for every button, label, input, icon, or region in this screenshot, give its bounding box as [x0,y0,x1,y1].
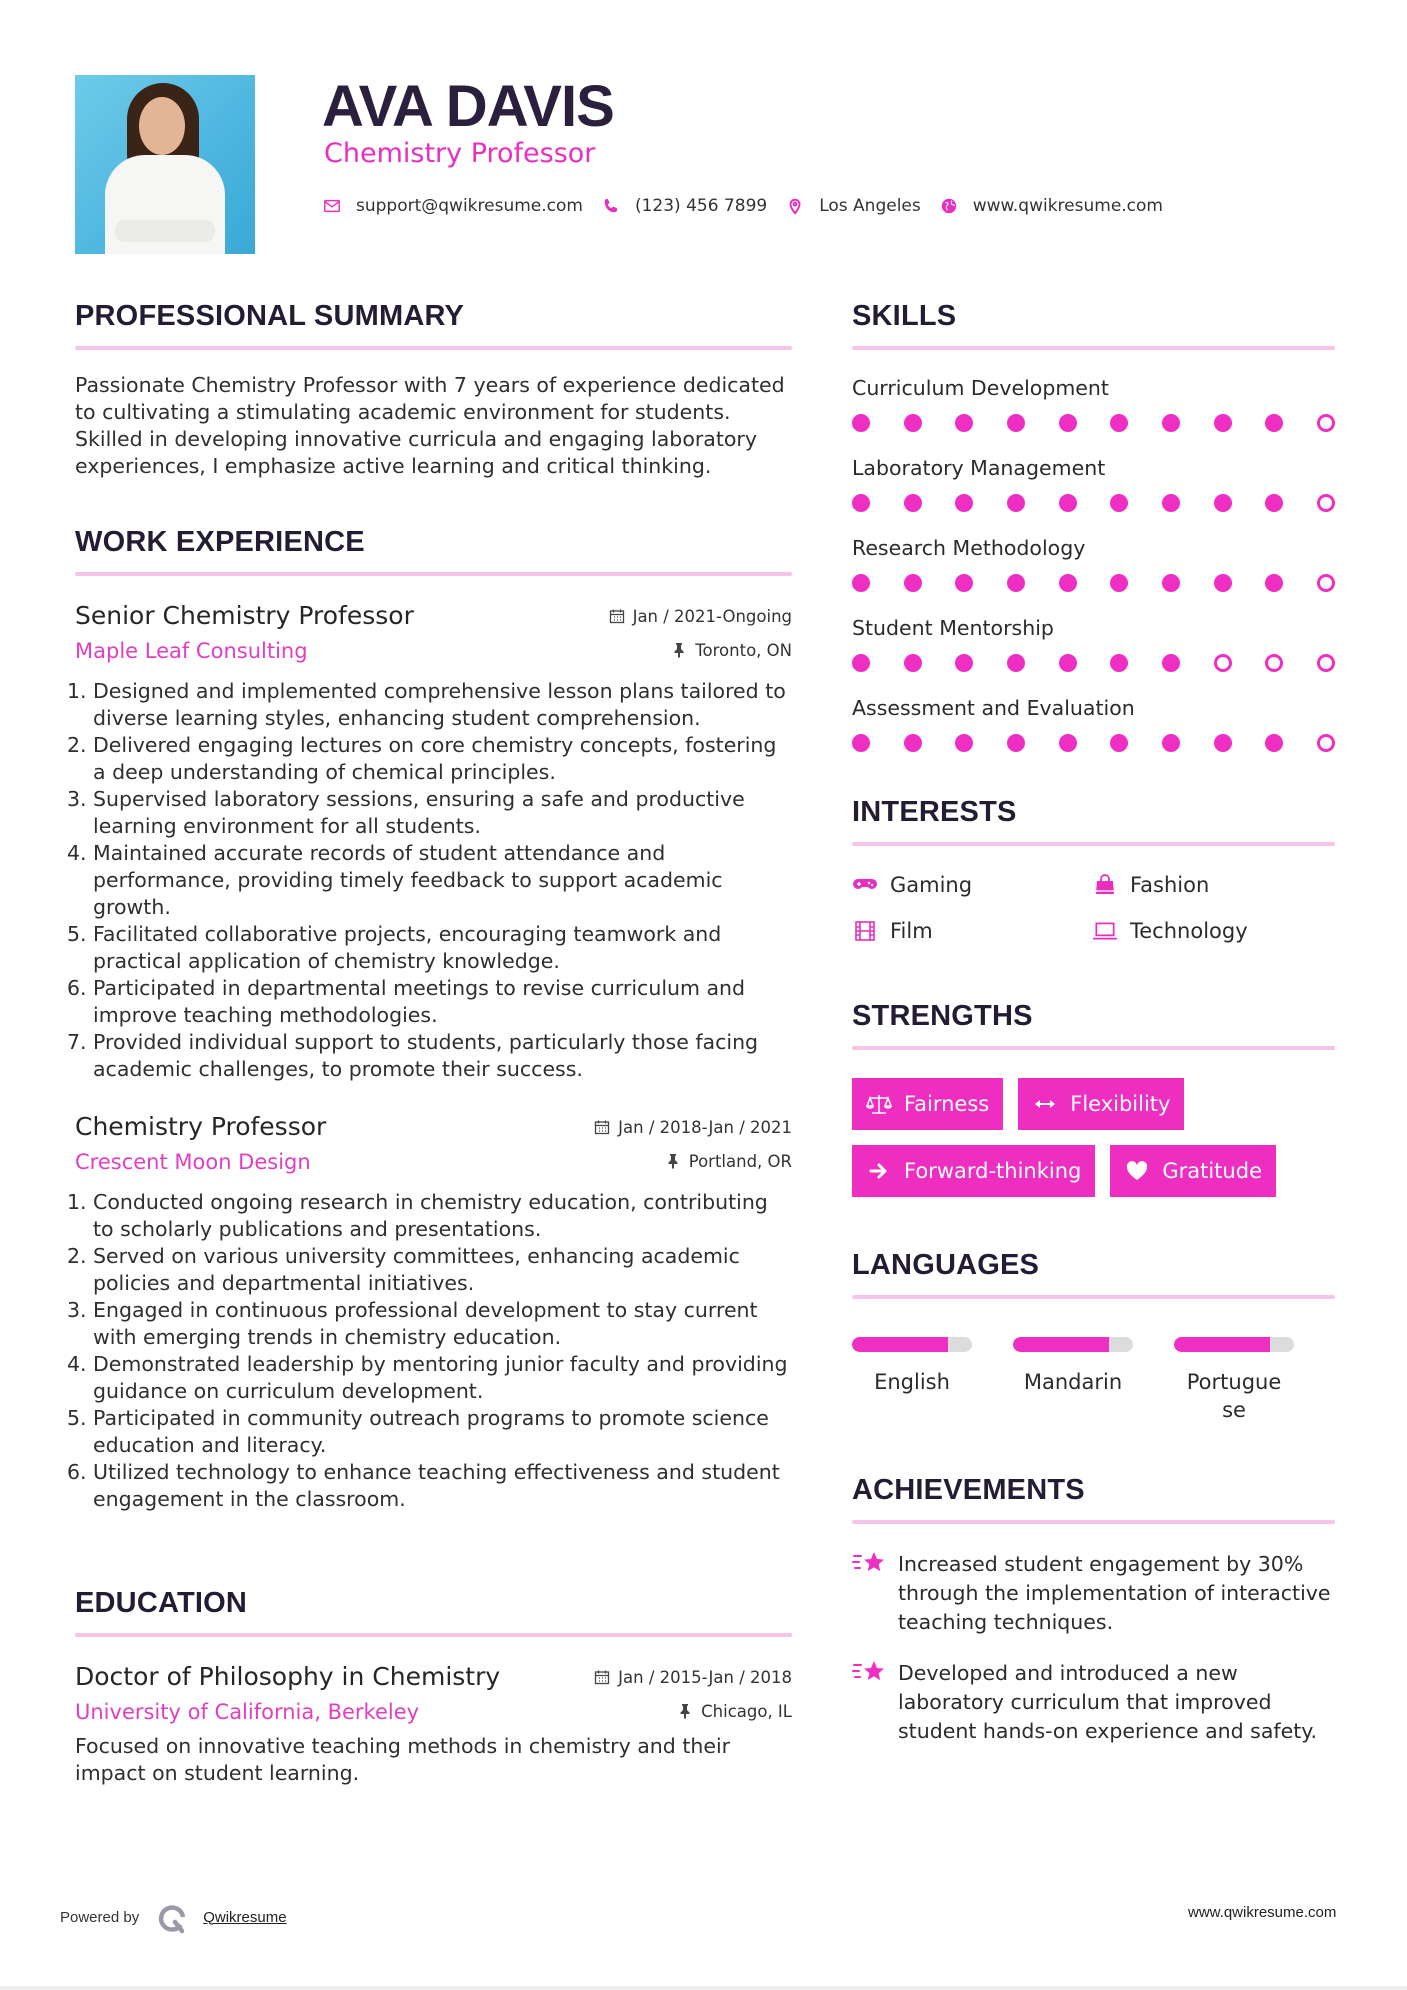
left-column [67,296,792,1787]
rating-dot-empty [1317,574,1335,592]
strengths-heading: STRENGTHS [852,1000,1033,1032]
language-item [1013,1337,1133,1424]
education-entry [75,1659,792,1787]
skill-name: Assessment and Evaluation [852,696,1135,720]
rating-dot-filled [1007,734,1025,752]
strengths-list [852,1078,1312,1197]
languages-list [852,1337,1335,1424]
laptop-icon [1092,920,1118,942]
list-item: 2. Served on various university committees, enhancing academic policies and departmental initiatives. [67,1244,740,1295]
job-dates: Jan / 2021-Ongoing [609,607,792,626]
calendar-icon [594,1119,610,1135]
interest-item: Fashion [1092,870,1332,900]
rating-dot-filled [1007,574,1025,592]
rating-dot-filled [1214,414,1232,432]
skills-list [852,374,1335,752]
rating-dot-filled [1007,654,1025,672]
achievements-section [852,1470,1335,1746]
rating-dot-filled [1059,414,1077,432]
education-dates: Jan / 2015-Jan / 2018 [594,1668,792,1687]
pushpin-icon [677,1703,693,1719]
rating-dot-filled [1059,734,1077,752]
list-item: 1. Designed and implemented comprehensive lesson plans tailored to diverse learning styles, enhancing student comprehension. [67,679,786,730]
list-item: 5. Facilitated collaborative projects, encouraging teamwork and practical application of chemistry knowledge. [67,922,722,973]
skill-name: Research Methodology [852,536,1086,560]
skill-name: Curriculum Development [852,376,1109,400]
language-proficiency-bar [852,1337,972,1352]
rating-dot-empty [1265,654,1283,672]
rating-dot-filled [852,574,870,592]
photo-arms [115,220,215,242]
section-divider [852,1520,1335,1524]
rating-dot-filled [1214,734,1232,752]
language-name: English [874,1370,950,1394]
profile-photo [75,75,255,254]
job-title: Senior Chemistry Professor [75,601,414,630]
rating-dot-filled [955,414,973,432]
language-proficiency-fill [852,1337,948,1352]
degree-title: Doctor of Philosophy in Chemistry [75,1662,501,1691]
rating-dot-filled [904,494,922,512]
rating-dot-empty [1317,494,1335,512]
list-item: 1. Conducted ongoing research in chemistry education, contributing to scholarly publications and presentations. [67,1190,768,1241]
qwikresume-logo-icon [155,1900,189,1934]
skills-section [852,296,1335,752]
language-item [852,1337,972,1424]
powered-by-label: Powered by [60,1908,140,1926]
education-heading: EDUCATION [75,1587,248,1619]
map-marker-icon [785,196,805,216]
interests-heading: INTERESTS [852,796,1017,828]
rating-dot-filled [904,654,922,672]
list-item: 2. Delivered engaging lectures on core chemistry concepts, fostering a deep understanding of chemical principles. [67,733,777,784]
strength-tag: Fairness [852,1078,1003,1130]
languages-section [852,1245,1335,1424]
rating-dot-filled [1059,654,1077,672]
job-company: Maple Leaf Consulting [75,639,308,663]
summary-section [75,296,792,480]
rating-dot-filled [1007,414,1025,432]
achievements-list [852,1550,1335,1746]
job-entry [67,598,792,1083]
contact-phone[interactable] [601,196,767,216]
contact-bar [322,192,1181,220]
achievement-item: Increased student engagement by 30% through the implementation of interactive teaching techniques. [852,1550,1335,1637]
rating-dot-filled [1265,734,1283,752]
interests-list [852,870,1335,946]
education-location: Chicago, IL [677,1702,792,1721]
candidate-title: Chemistry Professor [324,138,596,169]
job-responsibilities [67,678,792,1083]
rating-dot-filled [1059,494,1077,512]
achievement-item: Developed and introduced a new laboratory curriculum that improved student hands-on experience and safety. [852,1659,1335,1746]
education-description: Focused on innovative teaching methods in chemistry and their impact on student learning. [75,1734,731,1785]
contact-email-text: support@qwikresume.com [356,196,583,216]
strength-tag: Forward-thinking [852,1145,1095,1197]
footer-powered-by [60,1900,287,1934]
arrows-horizontal-icon [1032,1093,1058,1115]
strength-tag: Gratitude [1110,1145,1276,1197]
rating-dot-filled [1162,654,1180,672]
job-dates: Jan / 2018-Jan / 2021 [594,1118,792,1137]
film-icon [852,920,878,942]
section-divider [852,346,1335,350]
rating-dot-filled [852,654,870,672]
rating-dot-filled [1162,414,1180,432]
section-divider [75,346,792,350]
rating-dot-empty [1317,734,1335,752]
skill-rating [852,734,1335,752]
language-proficiency-bar [1174,1337,1294,1352]
rating-dot-filled [1214,494,1232,512]
rating-dot-filled [904,574,922,592]
globe-icon [939,196,959,216]
calendar-icon [609,608,625,624]
envelope-icon [322,196,342,216]
rating-dot-filled [1110,494,1128,512]
list-item: 4. Demonstrated leadership by mentoring junior faculty and providing guidance on curriculum development. [67,1352,788,1403]
skill-rating [852,414,1335,432]
photo-face [139,97,185,155]
job-location: Portland, OR [665,1152,792,1171]
rating-dot-filled [1007,494,1025,512]
job-title: Chemistry Professor [75,1112,327,1141]
shooting-star-icon [852,1548,886,1578]
rating-dot-filled [955,734,973,752]
rating-dot-filled [852,494,870,512]
rating-dot-filled [1214,574,1232,592]
shooting-star-icon [852,1657,886,1687]
languages-heading: LANGUAGES [852,1249,1040,1281]
list-item: 7. Provided individual support to students, particularly those facing academic challenges, to promote their success. [67,1030,759,1081]
rating-dot-filled [1110,734,1128,752]
skill-name: Student Mentorship [852,616,1054,640]
rating-dot-filled [955,574,973,592]
contact-location-text: Los Angeles [819,196,921,216]
pushpin-icon [665,1153,681,1169]
rating-dot-filled [1162,494,1180,512]
rating-dot-filled [852,414,870,432]
rating-dot-filled [1265,574,1283,592]
rating-dot-filled [1162,734,1180,752]
phone-icon [601,196,621,216]
skill-name: Laboratory Management [852,456,1106,480]
list-item: 6. Participated in departmental meetings to revise curriculum and improve teaching methodologies. [67,976,746,1027]
rating-dot-filled [852,734,870,752]
candidate-name: AVA DAVIS [322,74,614,139]
rating-dot-filled [904,734,922,752]
rating-dot-filled [1265,414,1283,432]
summary-text: Passionate Chemistry Professor with 7 years of experience dedicated to cultivating a stimulating academic environment for students. Skilled in developing innovative curricula and engaging laboratory experiences, I emphasize active learning and critical thinking. [75,373,785,478]
contact-website-text: www.qwikresume.com [972,196,1163,216]
interests-section [852,792,1335,946]
interest-item: Technology [1092,916,1332,946]
strengths-section [852,996,1335,1197]
rating-dot-empty [1214,654,1232,672]
interest-item: Film [852,916,1092,946]
skill-item [852,454,1335,512]
list-item: 3. Engaged in continuous professional development to stay current with emerging trends in chemistry education. [67,1298,758,1349]
language-proficiency-fill [1174,1337,1270,1352]
rating-dot-filled [1265,494,1283,512]
language-proficiency-bar [1013,1337,1133,1352]
rating-dot-filled [1059,574,1077,592]
rating-dot-filled [1110,654,1128,672]
section-divider [852,1046,1335,1050]
interest-item: Gaming [852,870,1092,900]
heart-icon [1124,1160,1150,1182]
rating-dot-filled [904,414,922,432]
contact-phone-text: (123) 456 7899 [634,196,768,216]
section-divider [852,842,1335,846]
contact-email[interactable] [322,196,583,216]
rating-dot-filled [1110,574,1128,592]
skill-item [852,374,1335,432]
list-item: 5. Participated in community outreach programs to promote science education and literacy. [67,1406,769,1457]
skills-heading: SKILLS [852,300,957,332]
section-divider [852,1295,1335,1299]
education-section [75,1583,792,1787]
gamepad-icon [852,874,878,896]
job-location: Toronto, ON [671,641,792,660]
experience-heading: WORK EXPERIENCE [75,526,365,558]
skill-rating [852,574,1335,592]
qwikresume-link[interactable]: Qwikresume [203,1908,287,1926]
job-responsibilities [67,1189,792,1513]
language-item [1174,1337,1294,1424]
list-item: 6. Utilized technology to enhance teaching effectiveness and student engagement in the classroom. [67,1460,780,1511]
rating-dot-filled [1110,414,1128,432]
language-proficiency-fill [1013,1337,1109,1352]
rating-dot-filled [955,494,973,512]
footer-site-link[interactable]: www.qwikresume.com [1188,1904,1337,1921]
calendar-icon [594,1669,610,1685]
language-name: Mandarin [1023,1370,1123,1394]
language-name: Portuguese [1186,1370,1282,1422]
contact-location [785,196,921,216]
page-bottom-edge [0,1986,1407,1990]
summary-heading: PROFESSIONAL SUMMARY [75,300,465,332]
rating-dot-empty [1317,414,1335,432]
skill-item [852,614,1335,672]
list-item: 4. Maintained accurate records of student attendance and performance, providing timely feedback to support academic growth. [67,841,723,919]
right-column [852,296,1335,1746]
rating-dot-filled [955,654,973,672]
school-name: University of California, Berkeley [75,1700,420,1724]
section-divider [75,1633,792,1637]
shopping-bag-icon [1092,874,1118,896]
balance-scale-icon [866,1093,892,1115]
arrow-right-icon [866,1160,892,1182]
skill-item [852,534,1335,592]
strength-tag: Flexibility [1018,1078,1184,1130]
rating-dot-empty [1317,654,1335,672]
section-divider [75,572,792,576]
experience-section [67,522,792,1513]
skill-rating [852,654,1335,672]
contact-website[interactable] [939,196,1163,216]
achievements-heading: ACHIEVEMENTS [852,1474,1085,1506]
list-item: 3. Supervised laboratory sessions, ensuring a safe and productive learning environment for all students. [67,787,745,838]
pushpin-icon [671,642,687,658]
skill-item [852,694,1335,752]
job-company: Crescent Moon Design [75,1150,311,1174]
skill-rating [852,494,1335,512]
rating-dot-filled [1162,574,1180,592]
job-entry [67,1109,792,1513]
